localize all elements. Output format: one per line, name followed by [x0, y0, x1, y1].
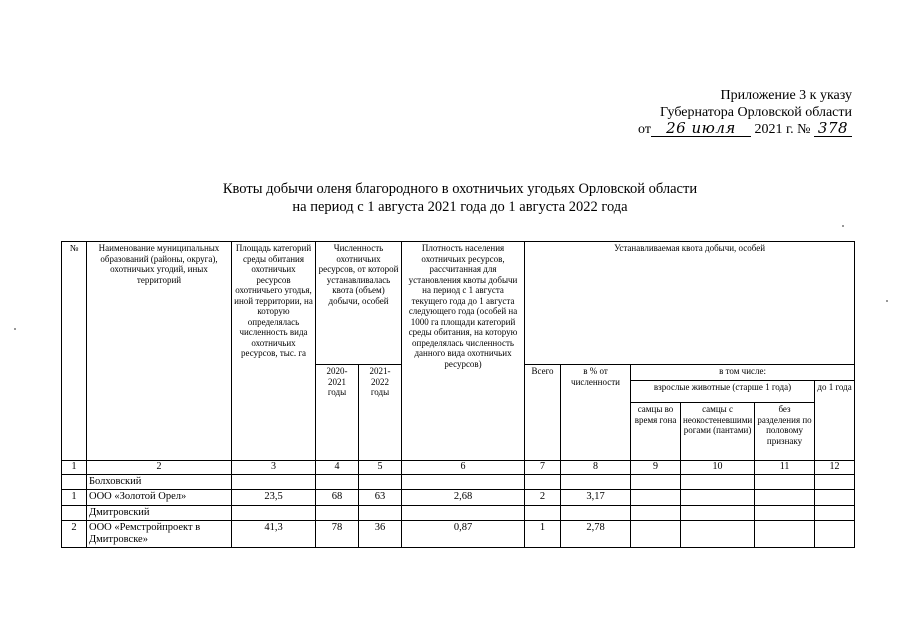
density-value: 2,68	[402, 489, 525, 505]
hunting-ground-name: ООО «Золотой Орел»	[87, 489, 232, 505]
header-no-sex: без разделения по половому признаку	[755, 403, 815, 461]
from-label: от	[638, 122, 651, 137]
title-line-2: на период с 1 августа 2021 года до 1 августа 2022 года	[292, 199, 628, 215]
district-name: Болховский	[87, 474, 232, 489]
males-antlers-value	[681, 489, 755, 505]
col-number: 2	[87, 461, 232, 475]
header-total: Всего	[525, 365, 561, 461]
no-sex-value	[755, 520, 815, 547]
no-sex-value	[755, 489, 815, 505]
cell-empty	[525, 474, 561, 489]
col-number: 7	[525, 461, 561, 475]
col-number: 10	[681, 461, 755, 475]
row-no: 1	[62, 489, 87, 505]
cell-empty	[815, 505, 855, 520]
cell-empty	[755, 505, 815, 520]
cell-empty	[402, 505, 525, 520]
cell-empty	[62, 474, 87, 489]
document-title	[150, 180, 770, 216]
cell-empty	[525, 505, 561, 520]
col-number: 11	[755, 461, 815, 475]
header-adults: взрослые животные (старше 1 года)	[631, 381, 815, 403]
under1-value	[815, 520, 855, 547]
cell-empty	[755, 474, 815, 489]
header-percent: в % от численности	[561, 365, 631, 461]
cell-empty	[359, 505, 402, 520]
header-name: Наименование муниципальных образований (районы, округа), охотничьих угодий, иных территорий	[87, 242, 232, 461]
hunting-ground-name: ООО «Ремстройпроект в Дмитровске»	[87, 520, 232, 547]
appendix-line-3	[600, 121, 852, 138]
cell-empty	[561, 474, 631, 489]
cell-empty	[561, 505, 631, 520]
col-number: 8	[561, 461, 631, 475]
header-males-rut: самцы во время гона	[631, 403, 681, 461]
cell-empty	[359, 474, 402, 489]
cell-empty	[681, 474, 755, 489]
table-row	[62, 520, 855, 547]
handwritten-date: 26 июля	[651, 121, 751, 137]
title-line-1: Квоты добычи оленя благородного в охотничьих угодьях Орловской области	[222, 181, 698, 197]
cell-empty	[62, 505, 87, 520]
under1-value	[815, 489, 855, 505]
total-value: 1	[525, 520, 561, 547]
header-males-antlers: самцы с неокостеневшими рогами (пантами)	[681, 403, 755, 461]
header-count-2021: 2021-2022 годы	[359, 365, 402, 461]
cell-empty	[681, 505, 755, 520]
density-value: 0,87	[402, 520, 525, 547]
males-rut-value	[631, 489, 681, 505]
appendix-line-1: Приложение 3 к указу	[720, 88, 852, 103]
cell-empty	[316, 505, 359, 520]
count-2020-value: 78	[316, 520, 359, 547]
count-2021-value: 36	[359, 520, 402, 547]
header-count-2020: 2020-2021 годы	[316, 365, 359, 461]
col-number: 12	[815, 461, 855, 475]
header-count: Численность охотничьих ресурсов, от которой устанавливалась квота (объем) добычи, особей	[316, 242, 402, 365]
count-2021-value: 63	[359, 489, 402, 505]
col-number: 9	[631, 461, 681, 475]
males-antlers-value	[681, 520, 755, 547]
header-quota: Устанавливаемая квота добычи, особей	[525, 242, 855, 365]
cell-empty	[631, 474, 681, 489]
header-area: Площадь категорий среды обитания охотничьих ресурсов охотничьего угодья, иной территории, на которую определялась численность вида охотничьих ресурсов, тыс. га	[232, 242, 316, 461]
handwritten-number: 378	[814, 121, 852, 137]
col-number: 3	[232, 461, 316, 475]
year-label: 2021 г. №	[754, 122, 811, 137]
males-rut-value	[631, 520, 681, 547]
percent-value: 3,17	[561, 489, 631, 505]
header-under-1: до 1 года	[815, 381, 855, 461]
cell-empty	[631, 505, 681, 520]
appendix-line-2: Губернатора Орловской области	[659, 105, 852, 120]
cell-empty	[402, 474, 525, 489]
table-row	[62, 489, 855, 505]
scan-speck	[886, 300, 888, 302]
col-number: 4	[316, 461, 359, 475]
quota-table	[61, 241, 855, 548]
header-including: в том числе:	[631, 365, 855, 381]
header-density: Плотность населения охотничьих ресурсов, рассчитанная для установления квоты добычи на период с 1 августа текущего года до 1 августа следующего года (особей на 1000 га площади категорий среды обитания, на которую определялась численность данного вида охотничьих ресурсов)	[402, 242, 525, 461]
col-number: 1	[62, 461, 87, 475]
col-number: 6	[402, 461, 525, 475]
area-value: 23,5	[232, 489, 316, 505]
percent-value: 2,78	[561, 520, 631, 547]
table-row	[62, 505, 855, 520]
header-no: №	[62, 242, 87, 461]
cell-empty	[232, 505, 316, 520]
table-row	[62, 474, 855, 489]
cell-empty	[815, 474, 855, 489]
cell-empty	[316, 474, 359, 489]
district-name: Дмитровский	[87, 505, 232, 520]
count-2020-value: 68	[316, 489, 359, 505]
appendix-reference	[600, 87, 852, 138]
area-value: 41,3	[232, 520, 316, 547]
col-number: 5	[359, 461, 402, 475]
scan-speck	[842, 225, 844, 227]
cell-empty	[232, 474, 316, 489]
total-value: 2	[525, 489, 561, 505]
scan-speck	[14, 328, 16, 330]
row-no: 2	[62, 520, 87, 547]
